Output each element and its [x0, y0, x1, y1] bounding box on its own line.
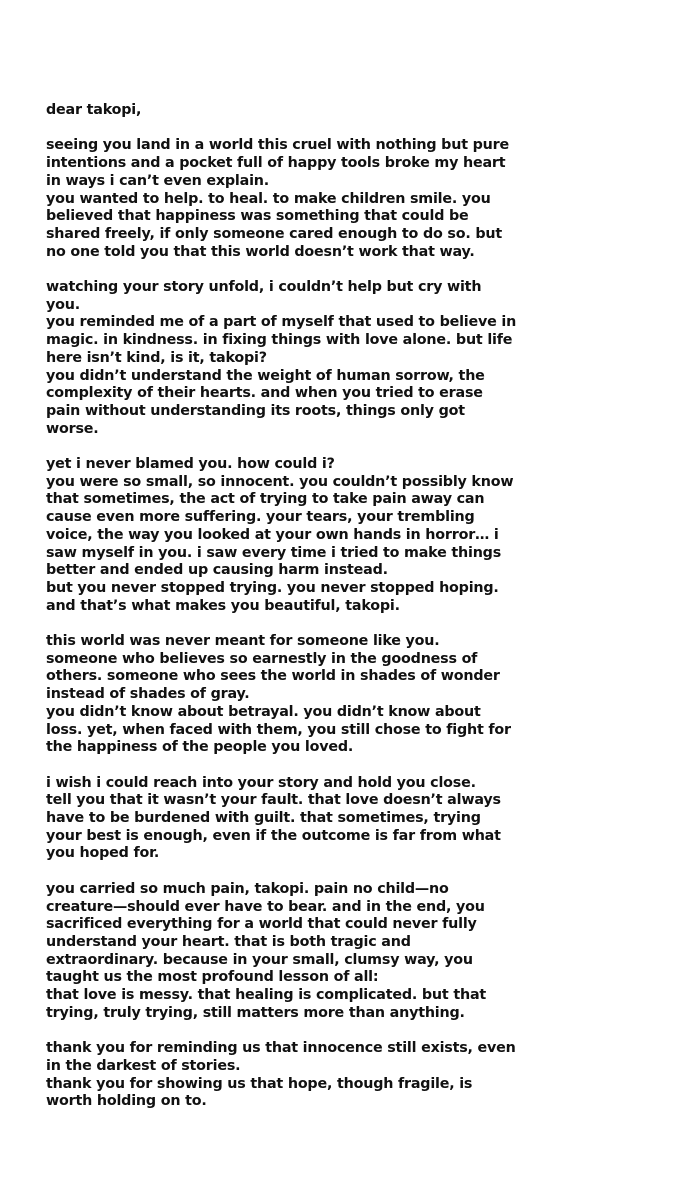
- text-line: you reminded me of a part of myself that used to believe in: [46, 314, 517, 331]
- paragraph-7: [46, 1040, 666, 1111]
- text-line: complexity of their hearts. and when you tried to erase: [46, 385, 483, 402]
- paragraph-3: [46, 456, 666, 615]
- text-line: that sometimes, the act of trying to take pain away can: [46, 491, 485, 508]
- text-line: your best is enough, even if the outcome is far from what: [46, 827, 501, 844]
- text-line: extraordinary. because in your small, clumsy way, you: [46, 951, 473, 968]
- text-line: watching your story unfold, i couldn’t help but cry with: [46, 279, 482, 295]
- text-line: have to be burdened with guilt. that sometimes, trying: [46, 810, 481, 827]
- text-line: pain without understanding its roots, things only got: [46, 402, 465, 419]
- text-line: cause even more suffering. your tears, your trembling: [46, 509, 475, 526]
- text-line: the happiness of the people you loved.: [46, 739, 354, 756]
- paragraph-2: [46, 279, 666, 438]
- text-line: and that’s what makes you beautiful, takopi.: [46, 597, 400, 614]
- text-line: voice, the way you looked at your own hands in horror… i: [46, 526, 499, 543]
- text-line: you hoped for.: [46, 845, 160, 862]
- text-line: you didn’t understand the weight of human sorrow, the: [46, 367, 485, 384]
- text-line: better and ended up causing harm instead.: [46, 562, 388, 579]
- text-line: you carried so much pain, takopi. pain no child—no: [46, 880, 449, 897]
- text-line: thank you for showing us that hope, though fragile, is: [46, 1075, 473, 1092]
- text-line: others. someone who sees the world in shades of wonder: [46, 668, 500, 685]
- text-line: magic. in kindness. in fixing things with love alone. but life: [46, 332, 513, 349]
- text-line: tell you that it wasn’t your fault. that love doesn’t always: [46, 792, 501, 809]
- text-line: worth holding on to.: [46, 1093, 207, 1110]
- text-line: that love is messy. that healing is complicated. but that: [46, 987, 487, 1004]
- text-line: believed that happiness was something that could be: [46, 208, 469, 225]
- text-line: intentions and a pocket full of happy tools broke my heart: [46, 155, 506, 172]
- text-line: no one told you that this world doesn’t work that way.: [46, 243, 475, 260]
- text-line: creature—should ever have to bear. and in the end, you: [46, 898, 485, 915]
- text-line: loss. yet, when faced with them, you still chose to fight for: [46, 721, 511, 738]
- text-line: taught us the most profound lesson of all:: [46, 969, 379, 986]
- text-line: yet i never blamed you. how could i?: [46, 456, 335, 473]
- text-line: in ways i can’t even explain.: [46, 172, 269, 189]
- text-line: saw myself in you. i saw every time i tried to make things: [46, 544, 502, 561]
- text-line: instead of shades of gray.: [46, 686, 250, 703]
- text-line: sacrificed everything for a world that could never fully: [46, 916, 477, 933]
- text-line: you were so small, so innocent. you couldn’t possibly know: [46, 473, 514, 490]
- letter-greeting: dear takopi,: [46, 102, 142, 118]
- letter-body: [46, 102, 666, 1111]
- paragraph-5: [46, 775, 666, 864]
- text-line: in the darkest of stories.: [46, 1057, 241, 1074]
- text-line: here isn’t kind, is it, takopi?: [46, 349, 267, 366]
- text-line: you.: [46, 296, 80, 313]
- text-line: but you never stopped trying. you never stopped hoping.: [46, 579, 499, 596]
- text-line: you didn’t know about betrayal. you didn’t know about: [46, 703, 481, 720]
- text-line: this world was never meant for someone like you.: [46, 633, 440, 650]
- text-line: trying, truly trying, still matters more than anything.: [46, 1004, 465, 1021]
- text-line: you wanted to help. to heal. to make children smile. you: [46, 190, 491, 207]
- text-line: someone who believes so earnestly in the goodness of: [46, 650, 478, 667]
- text-line: shared freely, if only someone cared enough to do so. but: [46, 225, 502, 242]
- paragraph-1: [46, 137, 666, 261]
- text-line: seeing you land in a world this cruel with nothing but pure: [46, 137, 509, 154]
- paragraph-4: [46, 633, 666, 757]
- text-line: i wish i could reach into your story and hold you close.: [46, 774, 476, 791]
- paragraph-6: [46, 881, 666, 1023]
- text-line: understand your heart. that is both tragic and: [46, 933, 411, 950]
- text-line: worse.: [46, 420, 99, 437]
- text-line: thank you for reminding us that innocence still exists, even: [46, 1040, 516, 1057]
